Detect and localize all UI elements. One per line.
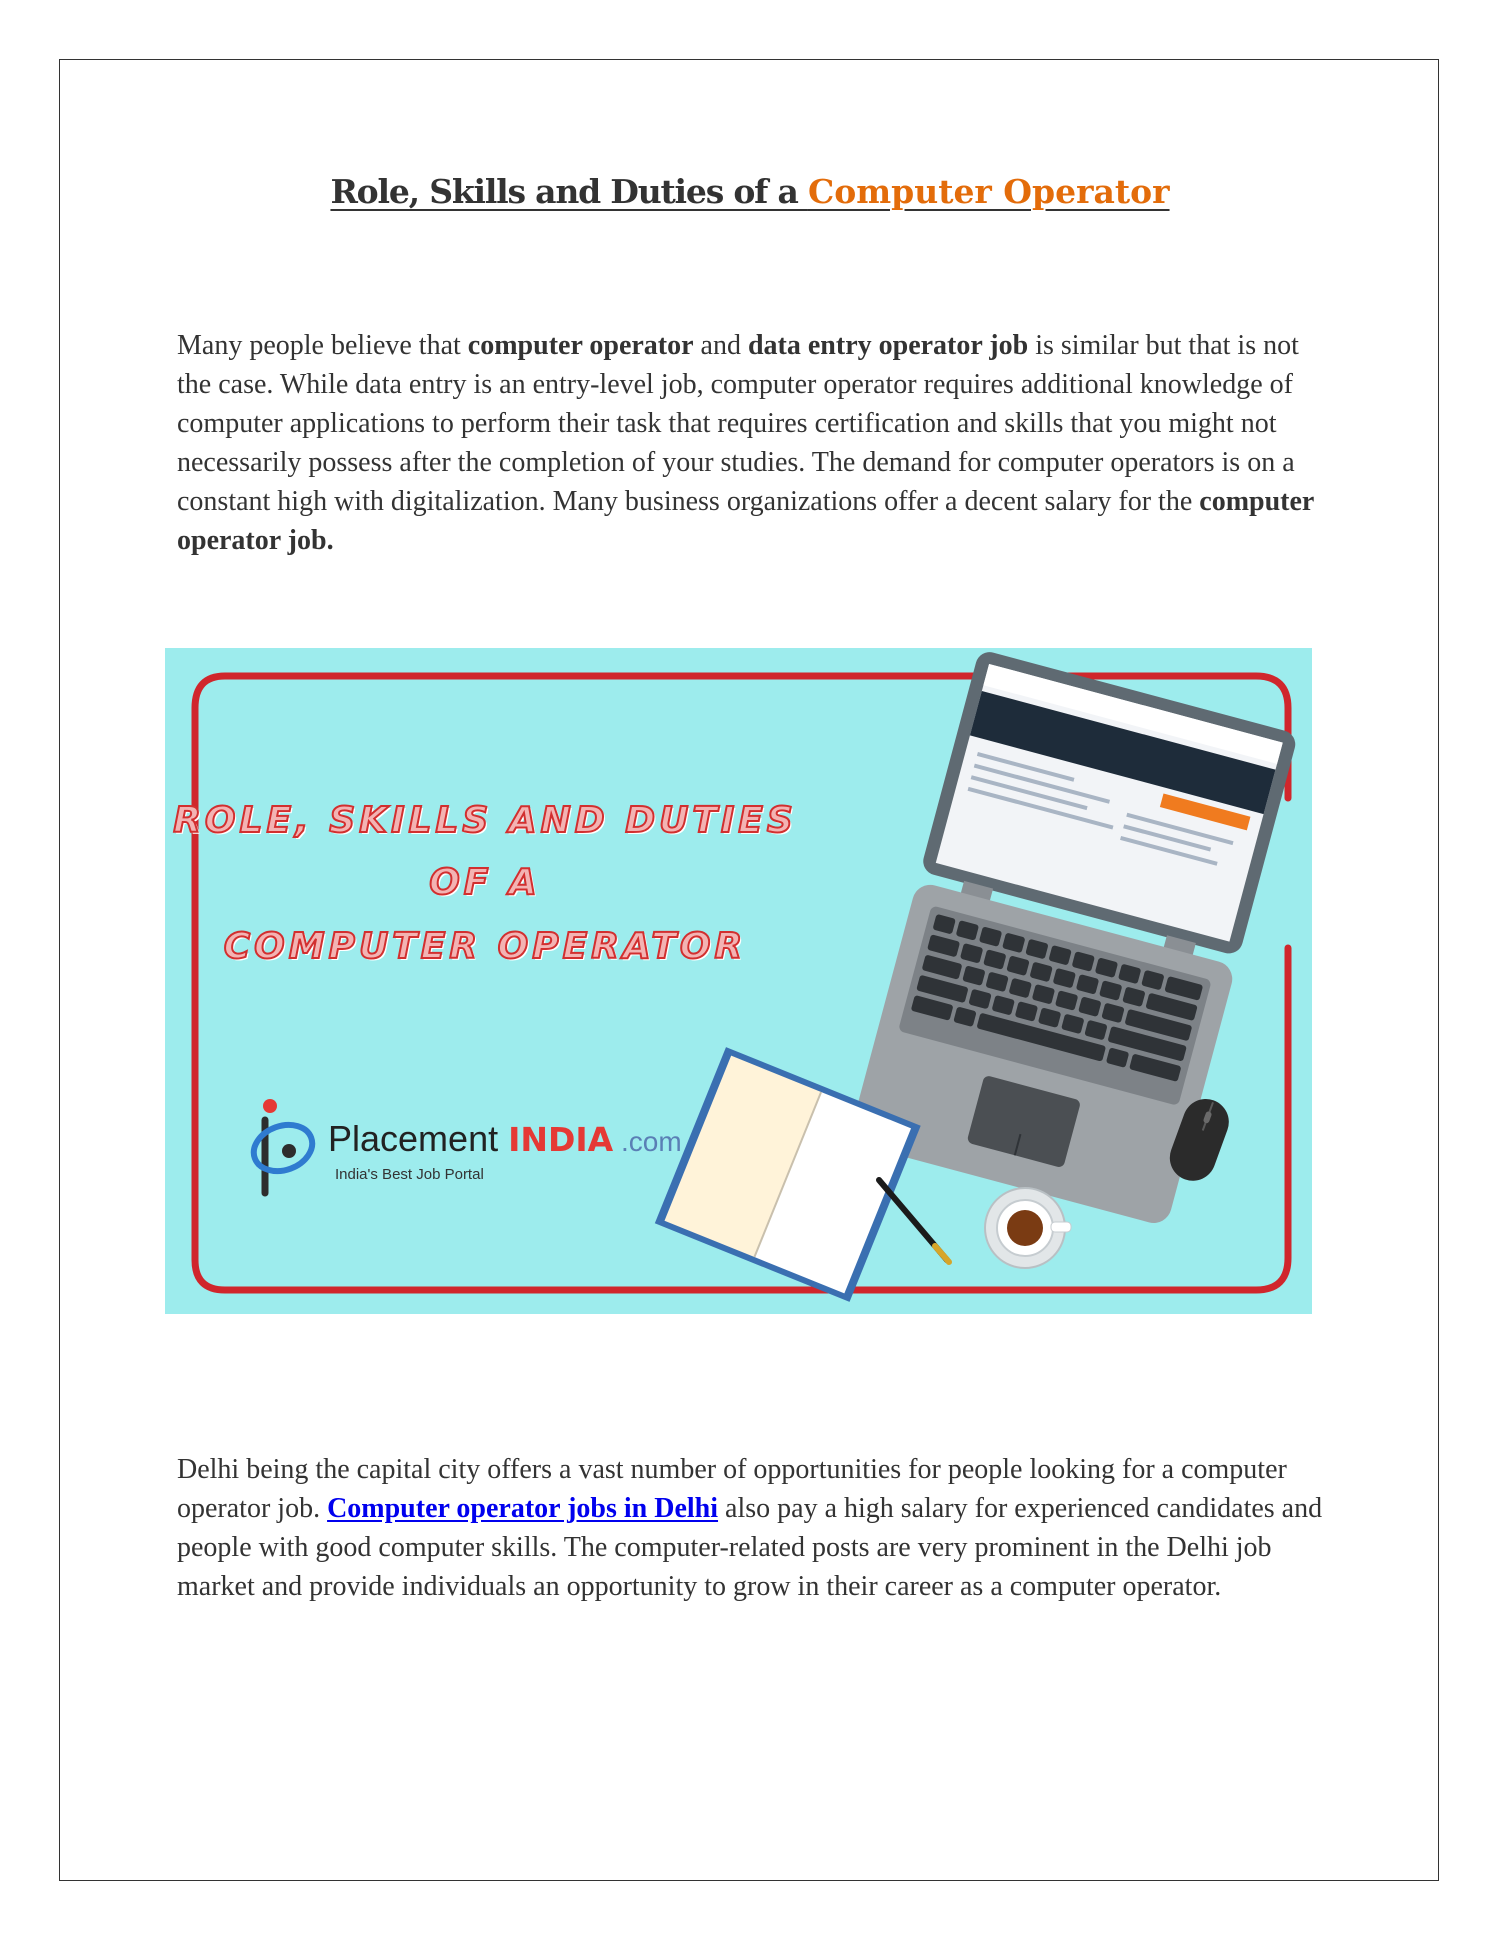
intro-bold-computer-operator: computer operator: [467, 330, 694, 361]
intro-bold-data-entry: data entry operator job: [747, 330, 1029, 361]
title-highlight: Computer Operator: [807, 172, 1170, 211]
delhi-jobs-link[interactable]: Computer operator jobs in Delhi: [327, 1493, 719, 1524]
intro-text-2: and: [693, 330, 748, 361]
banner-illustration: [165, 648, 1312, 1314]
laptop-icon: [848, 649, 1299, 1227]
intro-text-1: Many people believe that: [177, 330, 468, 361]
banner-image: [165, 648, 1312, 1314]
brand-com: .com: [613, 1126, 682, 1157]
intro-bold-job: computer operator job.: [177, 486, 1314, 556]
brand-name: [328, 1118, 682, 1160]
page-title: [0, 172, 1500, 211]
intro-text-3: is similar but that is not the case. While data entry is an entry-level job, computer operator requires additional knowledge of computer applications to perform their task that requires certification and skills that you might not necessarily possess after the completion of your studies. The demand for computer operators is on a constant high with digitalization. Many business organizations offer a decent salary for the: [177, 330, 1299, 517]
intro-paragraph: [177, 326, 1337, 560]
coffee-cup-icon: [985, 1188, 1071, 1268]
banner-headline-line-2: OF A: [429, 862, 541, 903]
closing-paragraph: [177, 1450, 1337, 1606]
closing-text-2: also pay a high salary for experienced candidates and people with good computer skills. The computer-related posts are very prominent in the Delhi job market and provide individuals an opportunity to grow in their career as a computer operator.: [177, 1493, 1323, 1602]
placement-india-logo-icon: [247, 1099, 318, 1193]
brand-india: INDIA: [508, 1120, 614, 1159]
banner-headline-line-1: ROLE, SKILLS AND DUTIES: [173, 800, 797, 841]
brand-tagline: India's Best Job Portal: [335, 1166, 484, 1183]
title-prefix: Role, Skills and Duties of a: [330, 172, 808, 211]
closing-text-1: Delhi being the capital city offers a vast number of opportunities for people looking for a computer operator job.: [177, 1454, 1287, 1524]
brand-placement: Placement: [328, 1118, 509, 1159]
pen-icon: [879, 1180, 949, 1262]
banner-headline-line-3: COMPUTER OPERATOR: [223, 926, 747, 967]
